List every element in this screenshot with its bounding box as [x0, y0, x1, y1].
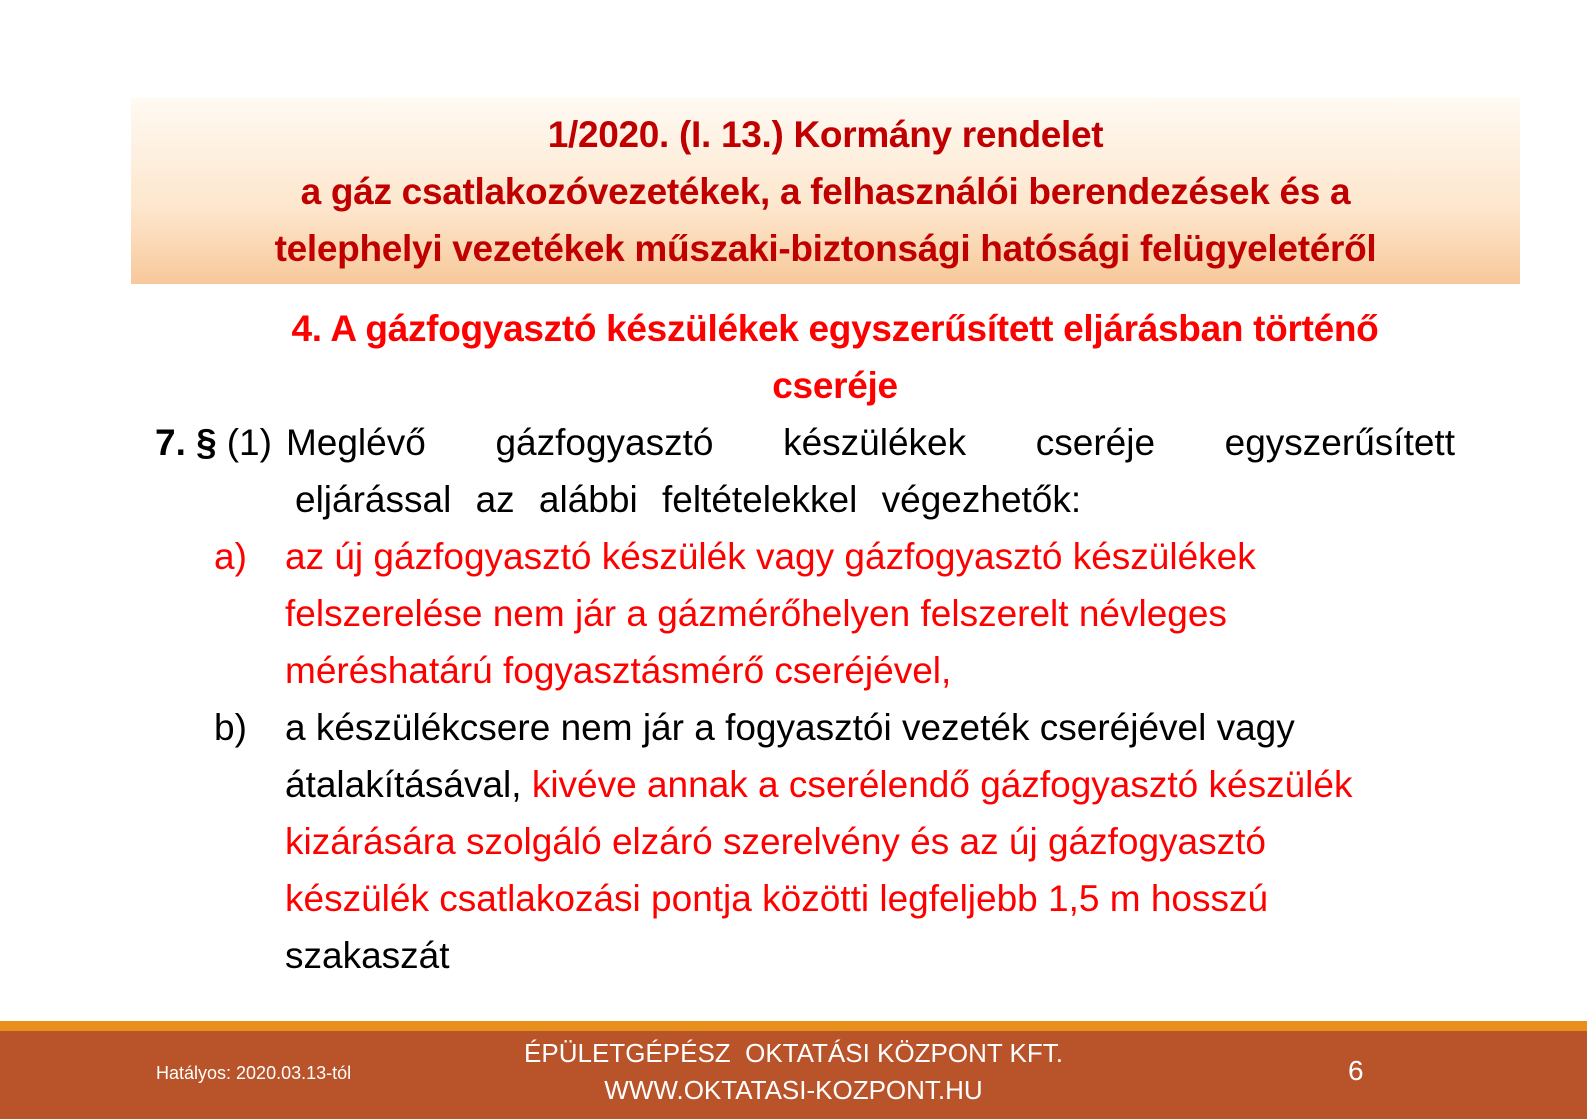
title-banner [131, 98, 1520, 284]
list-item-a-line-2: felszerelése nem jár a gázmérőhelyen felszerelt névleges [285, 593, 1227, 634]
section-heading-line-2: cseréje [772, 365, 898, 406]
list-item-b-line-4: készülék csatlakozási pontja közötti legfeljebb 1,5 m hosszú [285, 878, 1269, 919]
list-item-b-line-2 [285, 756, 1514, 813]
title-line-2: a gáz csatlakozóvezetékek, a felhasználói berendezések és a [300, 170, 1351, 212]
paragraph-line-1 [155, 414, 1455, 471]
paragraph-line-2: eljárással az alábbi feltételekkel végezhetők: [295, 479, 1082, 520]
effective-date: Hatályos: 2020.03.13-tól [156, 1063, 352, 1083]
list-item-a-text [285, 528, 1514, 699]
paragraph-word: cseréje [1035, 422, 1156, 463]
list-item-b-text [285, 699, 1514, 984]
title-line-1: 1/2020. (I. 13.) Kormány rendelet [547, 113, 1104, 155]
paragraph-words [286, 414, 1455, 471]
paragraph-word: Meglévő [285, 422, 426, 463]
list-item-a-line-1: az új gázfogyasztó készülék vagy gázfogyasztó készülékek [285, 536, 1256, 577]
list-item-b-line-5: szakaszát [285, 935, 450, 976]
subsection-number: (1) [226, 422, 272, 463]
section-heading-line-1: 4. A gázfogyasztó készülékek egyszerűsített eljárásban történő [291, 308, 1379, 349]
footer-accent-stripe [0, 1021, 1587, 1031]
paragraph-word: egyszerűsített [1224, 422, 1455, 463]
list-item-b [214, 699, 1514, 984]
list-marker-a: a) [214, 536, 247, 577]
list-item-a [214, 528, 1514, 699]
list-item-a-line-3: méréshatárú fogyasztásmérő cseréjével, [285, 650, 952, 691]
paragraph-word: készülékek [783, 422, 967, 463]
footer-bar [0, 1031, 1587, 1119]
list-marker-b: b) [214, 707, 247, 748]
list-item-b-line-2-black: átalakításával, [285, 764, 522, 805]
list-item-b-line-2-red: kivéve annak a cserélendő gázfogyasztó készülék [531, 764, 1353, 805]
paragraph-number: 7. § [155, 422, 217, 463]
paragraph-word: gázfogyasztó [495, 422, 714, 463]
company-name: ÉPÜLETGÉPÉSZ OKTATÁSI KÖZPONT KFT. [524, 1038, 1063, 1068]
section-heading [180, 300, 1490, 414]
paragraph-7-1 [155, 414, 1455, 528]
list-item-b-line-1: a készülékcsere nem jár a fogyasztói vezeték cseréjével vagy [285, 707, 1295, 748]
title-line-3: telephelyi vezetékek műszaki-biztonsági hatósági felügyeletéről [274, 227, 1377, 269]
list-item-b-line-3: kizárására szolgáló elzáró szerelvény és az új gázfogyasztó [285, 821, 1266, 862]
page-number: 6 [1348, 1055, 1364, 1086]
company-website: WWW.OKTATASI-KOZPONT.HU [604, 1075, 983, 1105]
